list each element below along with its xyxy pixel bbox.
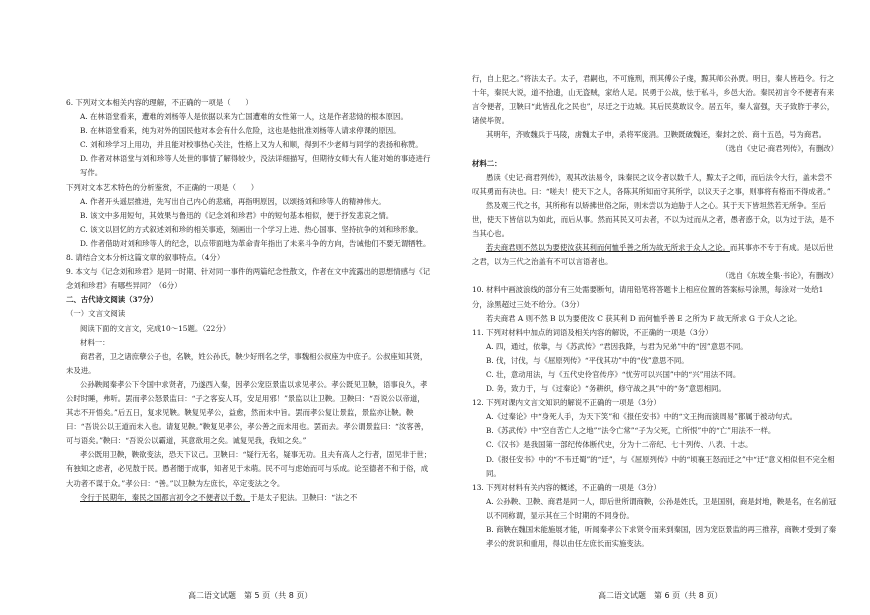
material-2-paragraph-2: 然及观三代之书，其所称有以矫拂世俗之际，则未尝以为迫胁于人之心。其于天下皆坦然若无所争。至后世，使天下皆信以为如此，而后从事。然而其民又可去者，不以为过而从之者，愚者惑于众，以为过于法，是不当其心也。 bbox=[472, 200, 835, 239]
question-8: 8. 请结合文本分析这篇文章的叙事特点。（4分） bbox=[66, 253, 225, 263]
material-2-paragraph-1: 愚读《史记·商君列传》，观其改法易令，诛秦民之议令者以数千人，黥太子之师，而后法令大行，盖未尝不叹其勇而有决也。曰：“嗟夫！使天下之人，各陈其所知而守其所学，以议天子之事，则事将有格而不得成者。” bbox=[472, 172, 833, 196]
question-6-stem: 6. 下列对文本相关内容的理解，不正确的一项是（ ） bbox=[66, 98, 253, 107]
question-11: 11. 下列对材料中加点的词语及相关内容的解说，不正确的一项是（3分） bbox=[472, 327, 713, 337]
section-heading: 二、古代诗文阅读（37分） bbox=[66, 295, 158, 305]
passage-continued: 行，自上犯之。”将法太子。太子，君嗣也，不可施刑，刑其傅公子虔，黥其师公孙贾。明日，秦人皆趋令。行之十年，秦民大说，道不拾遗，山无盗贼，家给人足。民勇于公战，怯于私斗，乡邑大治。秦民初言令不便者有来言令便者，卫鞅曰“此皆乱化之民也”，尽迁之于边城。其后民莫敢议令。居五年，秦人富强，天子致胙于孝公，诸侯毕贺。 bbox=[472, 74, 835, 126]
passage-paragraph-4 bbox=[66, 491, 432, 505]
q12-option-d: D.《报任安书》中的“不韦迁蜀”的“迁”，与《屈原列传》中的“顷襄王怒而迁之”中“迁”意义相似但不完全相同。 bbox=[486, 454, 835, 478]
material-2-label: 材料二： bbox=[472, 158, 502, 168]
page-footer-right: 高二语文试题 第 6 页（共 8 页） bbox=[598, 591, 723, 600]
paragraph-3-rest: 而其事亦不专于有成。是以后世之君，以为三代之治盖有不可以言语者也。 bbox=[472, 243, 834, 267]
material-1-label: 材料一： bbox=[80, 337, 110, 347]
left-column bbox=[66, 96, 432, 505]
question-9: 9. 本文与《记念刘和珍君》是同一时期、针对同一事件的两篇纪念性散文，作者在文中流露出的思想情感与《记念刘和珍君》有哪些异同？（6分） bbox=[66, 267, 431, 291]
q7-option-a: A. 作者开头遥层推进，先写出自己内心的悲痛，再指明原因，以颂扬刘和珍等人的精神伟大。 bbox=[80, 196, 386, 206]
question-7-stem: 下列对文本艺术特色的分析鉴赏，不正确的一项是（ ） bbox=[66, 182, 259, 192]
q12-option-c: C.《汉书》是我国第一部纪传体断代史，分为十二帝纪、七十列传、八表、十志。 bbox=[486, 440, 753, 450]
wavy-underlined-sentence: 若夫商君则不然以为要使汝获其利而何恤乎善之所为故无所求于众人之论。 bbox=[486, 243, 730, 253]
q11-option-a: A. 四，通过，依靠，与《苏武传》“君因我降，与君为兄弟”中的“因”意思不同。 bbox=[486, 341, 748, 351]
q13-option-b: B. 商鞅在魏国未能施展才能，听闻秦孝公下求贤令而来到秦国，因为宠臣景监的再三推荐，商鞅才受到了秦孝公的赏识和重用，得以由任左庶长而实施变法。 bbox=[486, 525, 837, 549]
paragraph-5-part-1: 其明年，齐败魏兵于马陵，虏魏太子申，杀将军庞涓。 bbox=[486, 130, 664, 140]
q6-option-b: B. 在林语堂看来，纯为对外的国民他对本会有什么危险，这也是他批准刘杨等人请求停课的原因。 bbox=[80, 126, 401, 136]
source-note-2: （选自《东坡全集·书论》，有删改） bbox=[721, 271, 838, 281]
q13-option-a: A. 公孙鞅、卫鞅、商君是同一人，即后世所谓商鞅，公孙是姓氏，卫是国别，商是封地，鞅是名，在名前冠以不同称谓，显示其在三个时期的不同身份。 bbox=[486, 496, 837, 520]
q6-option-a: A. 在林语堂看来，遭难的刘杨等人是依据以来为亡国遭难的女性第一人，这是作者悲恸的根本原因。 bbox=[80, 112, 408, 122]
q11-option-c: C. 壮，意动用法，与《五代史伶官传序》“忧劳可以兴国”中的“兴”用法不同。 bbox=[486, 369, 741, 379]
passage-paragraph-3: 孝公既用卫鞅，鞅欲变法，恐天下议己。卫鞅曰：“疑行无名，疑事无功。且夫有高人之行者，固见非于世；有独知之虑者，必见敖于民。愚者闇于成事，知者见于未萌。民不可与虑始而可与乐成。论至德者不和于俗，成大功者不谋于众。”孝公曰：“善。”以卫鞅为左庶长，卒定变法之令。 bbox=[66, 450, 432, 488]
question-10-options: 若夫商君 A 则不然 B 以为要使汝 C 获其利 D 而何恤乎善 E 之所为 F 故无所求 G 于众人之论。 bbox=[486, 313, 802, 323]
passage-paragraph-2: 公孙鞅闻秦孝公下令国中求贤者，乃遂西入秦，因孝公宠臣景监以求见孝公。孝公既见卫鞅，语事良久，孝公时时睡，弗听。罢而孝公怒景监曰：“子之客妄人耳，安足用邪！”景监以让卫鞅。卫鞅曰：“吾说公以帝道，其志不开悟矣。”后五日，复求见鞅。鞅复见孝公，益愈，然而未中旨。罢而孝公复让景监，景监亦让鞅。鞅曰：“吾说公以王道而未入也。请复见鞅。”鞅复见孝公，孝公善之而未用也。罢而去。孝公谓景监曰：“汝客善，可与语矣。”鞅曰：“吾说公以霸道，其意欲用之矣。诚复见我，我知之矣。” bbox=[66, 379, 429, 446]
q6-option-d: D. 作者对林语堂与刘和珍等人处世的事情了解得较少，没法详细描写，但期待女师大有人能对她的事迹进行写作。 bbox=[80, 154, 431, 178]
question-12: 12. 下列对课内文言文知识的解说不正确的一项是（3分） bbox=[472, 398, 661, 408]
page-footer-left: 高二语文试题 第 5 页（共 8 页） bbox=[188, 591, 313, 600]
subsection-heading: （一）文言文阅读 bbox=[66, 309, 126, 319]
source-note-1: （选自《史记·商君列传》，有删改） bbox=[721, 144, 838, 154]
q7-option-c: C. 该文以回忆的方式叙述刘和珍的相关事迹，刻画出一个学习上进、热心国事、坚持抗争的刘和珍形象。 bbox=[80, 224, 423, 234]
right-column bbox=[472, 72, 838, 551]
material-2-paragraph-3 bbox=[472, 241, 838, 269]
passage-paragraph-1: 商君者，卫之诸庶孽公子也，名鞅，姓公孙氏，鞅少好刑名之学，事魏相公叔座为中庶子。公叔座知其贤，未及进。 bbox=[66, 351, 428, 375]
q7-option-b: B. 该文中多用短句，其效果与鲁迅的《记念刘和珍君》中的短句基本相似，便于抒发悲哀之情。 bbox=[80, 210, 394, 220]
q12-option-b: B.《苏武传》中“空自苦亡人之地”“法令亡常”“子为父死，亡所恨”中的“亡”用法不一样。 bbox=[486, 426, 776, 436]
q12-option-a: A.《过秦论》中“身死人手，为天下笑”和《报任安书》中的“文王拘而演周易”都属于被动句式。 bbox=[486, 412, 798, 422]
q7-option-d: D. 作者借助对刘和珍等人的纪念，以点带面地为革命青年指出了未来斗争的方向，告诫他们不要无谓牺牲。 bbox=[80, 238, 431, 248]
question-10: 10. 材料中画波浪线的部分有三处需要断句，请用铅笔将答题卡上相应位置的答案标号涂黑，每涂对一处给1分，涂黑超过三处不给分。（3分） bbox=[472, 285, 824, 309]
underlined-sentence: 令行于民期年，秦民之国都言初令之不便者以千数。 bbox=[80, 492, 250, 502]
q11-option-b: B. 伐，讨伐，与《屈原列传》“平伐其功”中的“伐”意思不同。 bbox=[486, 355, 689, 365]
q6-option-c: C. 刘和珍学习上用功，并且能对校事热心关注，性格上又为人和顺，得到不少老师与同学的表扬和称赞。 bbox=[80, 140, 423, 150]
question-13: 13. 下列对材料有关内容的概述，不正确的一项是（3分） bbox=[472, 482, 661, 492]
paragraph-5-part-2: 卫鞅既破魏还，秦封之於、商十五邑，号为商君。 bbox=[663, 130, 826, 140]
q11-option-d: D. 务，致力于，与《过秦论》“务耕织，修守战之具”中的“务”意思相同。 bbox=[486, 384, 726, 394]
reading-instruction: 阅读下面的文言文，完成10～15题。（22分） bbox=[80, 323, 231, 333]
paragraph-4-rest: 于是太子犯法。卫鞅曰：“法之不 bbox=[250, 492, 358, 502]
passage-paragraph-5 bbox=[472, 128, 838, 142]
